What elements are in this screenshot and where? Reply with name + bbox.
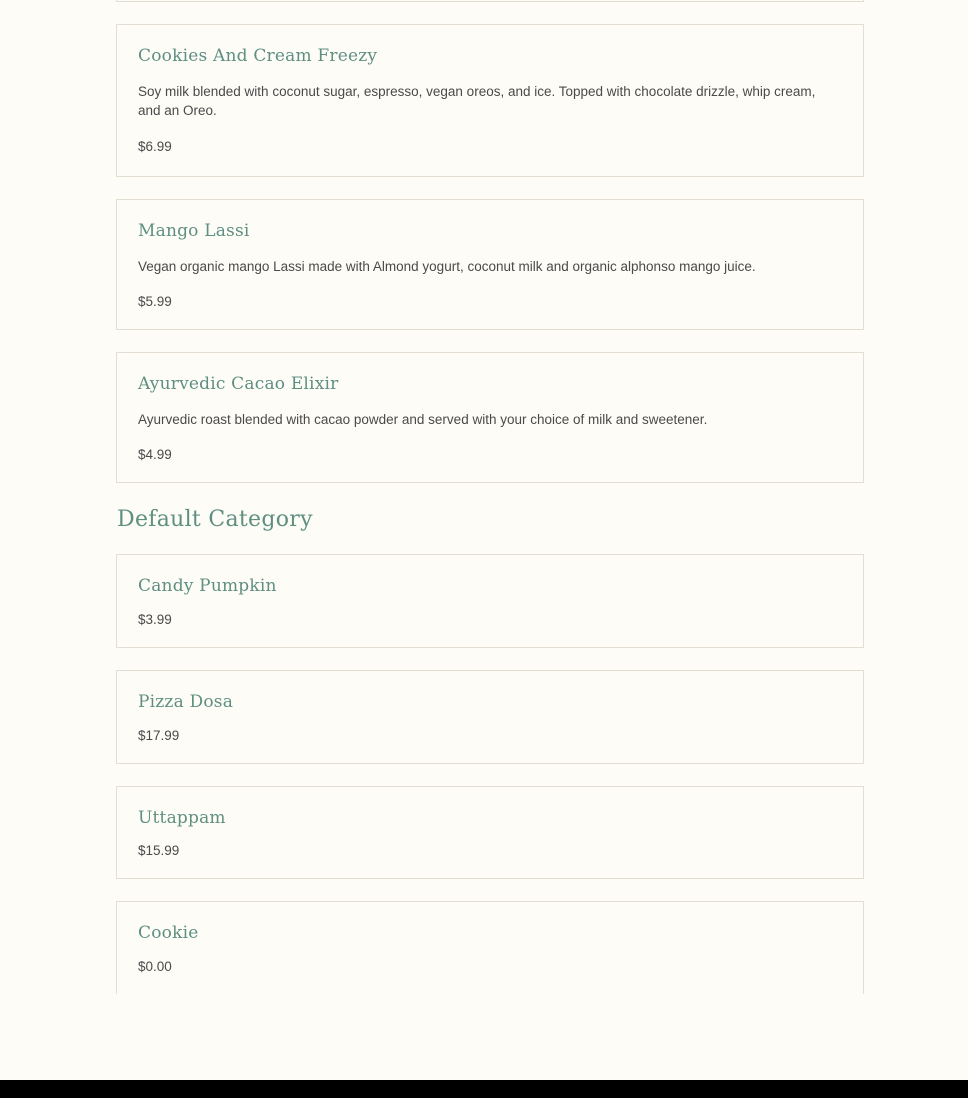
item-price: $4.99 — [138, 447, 172, 463]
menu-item-card[interactable] — [116, 786, 864, 880]
menu-item-card[interactable] — [116, 0, 864, 2]
menu-item-card[interactable] — [116, 901, 864, 994]
item-price: $17.99 — [138, 727, 180, 743]
item-price: $3.99 — [138, 612, 172, 627]
item-name: Ayurvedic Cacao Elixir — [138, 374, 339, 395]
item-description: Vegan organic mango Lassi made with Almond yogurt, coconut milk and organic alphonso mango juice. — [138, 258, 756, 274]
item-name: Mango Lassi — [138, 220, 250, 241]
item-description: Ayurvedic roast blended with cacao powder and served with your choice of milk and sweetener. — [138, 411, 708, 427]
menu-item-card[interactable] — [116, 352, 864, 483]
item-price: $0.00 — [138, 959, 172, 975]
item-name: Pizza Dosa — [138, 692, 234, 712]
menu-item-card[interactable] — [116, 199, 864, 330]
menu-list — [116, 0, 864, 1016]
item-name: Uttappam — [138, 807, 226, 828]
item-price: $15.99 — [138, 843, 180, 859]
browser-bottom-bar — [0, 1080, 968, 1098]
item-description: Soy milk blended with coconut sugar, espresso, vegan oreos, and ice. Topped with chocolate drizzle, whip cream, and an Oreo. — [138, 83, 816, 119]
category-heading: Default Category — [117, 507, 313, 533]
menu-item-card[interactable] — [116, 554, 864, 648]
menu-item-card[interactable] — [116, 24, 864, 177]
item-price: $5.99 — [138, 294, 172, 310]
menu-item-card[interactable] — [116, 670, 864, 764]
item-name: Candy Pumpkin — [138, 576, 277, 597]
item-name: Cookies And Cream Freezy — [138, 46, 378, 66]
item-price: $6.99 — [138, 138, 172, 154]
item-name: Cookie — [138, 923, 199, 944]
